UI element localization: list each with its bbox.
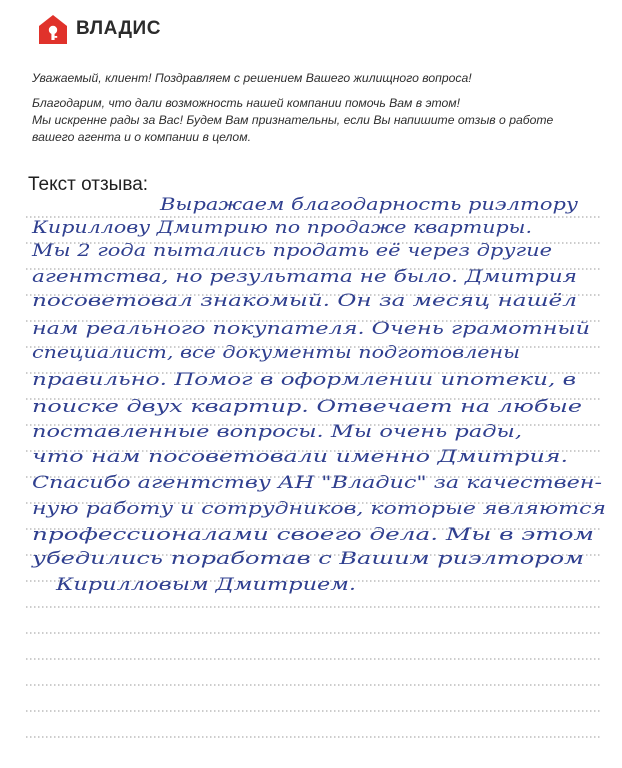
handwritten-line: Кирилловым Дмитрием. — [54, 575, 356, 595]
handwritten-line: посоветовал знакомый. Он за месяц нашёл — [32, 291, 577, 311]
handwritten-line: Выражаем благодарность риэлтору — [158, 195, 579, 215]
handwritten-line: поставленные вопросы. Мы очень рады, — [32, 422, 522, 442]
intro-request: Мы искренне рады за Вас! Будем Вам признательны, если Вы напишите отзыв о работе — [32, 113, 554, 127]
handwritten-line: профессионалами своего дела. Мы в этом — [32, 525, 594, 545]
review-label: Текст отзыва: — [28, 174, 149, 195]
handwritten-line: Мы 2 года пытались продать её через другие — [30, 241, 553, 261]
handwritten-line: специалист, все документы подготовлены — [32, 343, 520, 363]
handwritten-line: Кириллову Дмитрию по продаже квартиры. — [30, 218, 533, 238]
handwritten-line: поиске двух квартир. Отвечает на любые — [32, 397, 582, 417]
handwritten-line: агентства, но результата не было. Дмитрия — [32, 267, 577, 287]
handwritten-line: убедились поработав с Вашим риэлтором — [30, 549, 585, 569]
handwritten-line: что нам посоветовали именно Дмитрия. — [32, 447, 568, 467]
handwritten-line: правильно. Помог в оформлении ипотеки, в — [32, 370, 577, 390]
handwritten-line: Спасибо агентству АН "Владис" за качествен- — [32, 473, 603, 493]
handwritten-line: нам реального покупателя. Очень грамотный — [32, 319, 590, 339]
handwritten-line: ную работу и сотрудников, которые являются — [32, 499, 606, 519]
intro-thanks: Благодарим, что дали возможность нашей компании помочь Вам в этом! — [32, 96, 461, 110]
intro-greeting: Уважаемый, клиент! Поздравляем с решением Вашего жилищного вопроса! — [32, 71, 472, 85]
intro-request-cont: вашего агента и о компании в целом. — [32, 130, 251, 144]
brand-name: ВЛАДИС — [76, 18, 161, 39]
